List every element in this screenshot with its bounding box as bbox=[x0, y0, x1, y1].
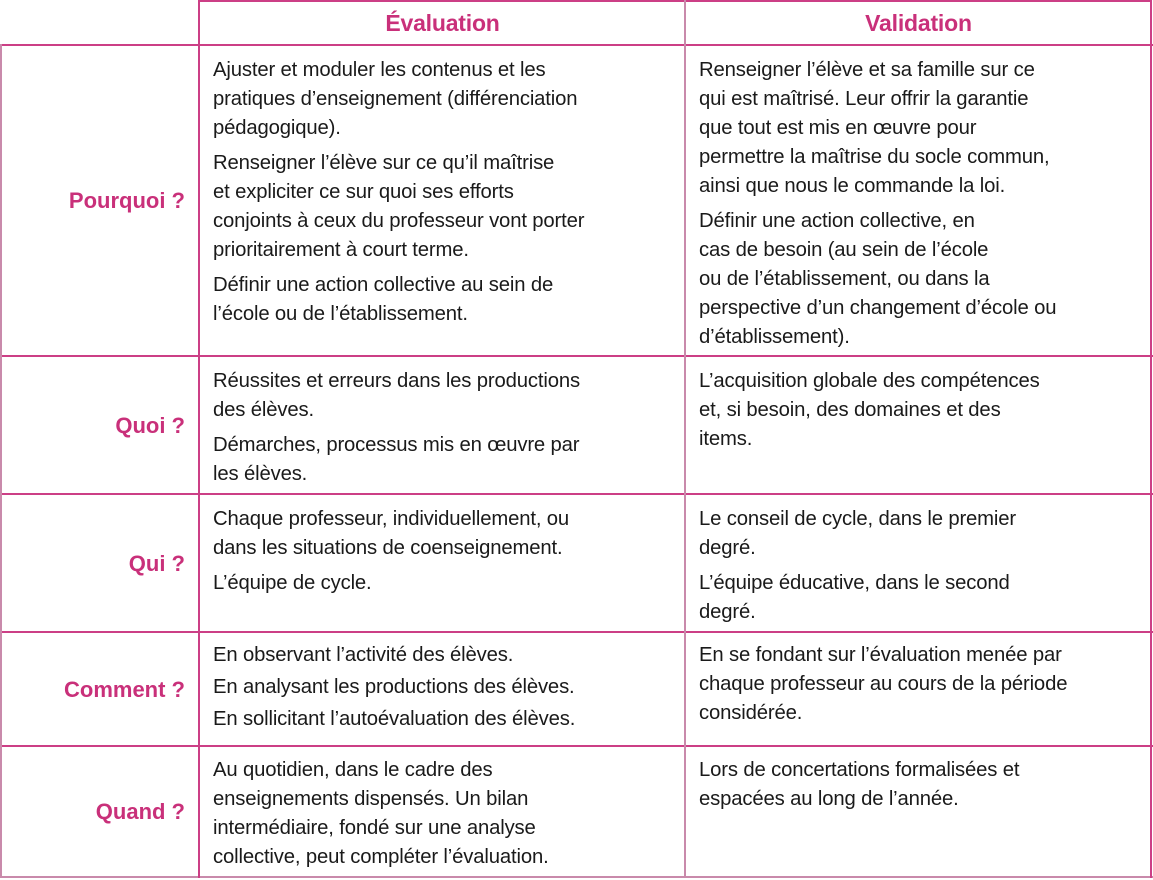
paragraph: En analysant les productions des élèves. bbox=[213, 676, 575, 698]
paragraph: En observant l’activité des élèves. bbox=[213, 644, 514, 666]
paragraph: Ajuster et moduler les contenus et les pratiques d’enseignement (différenciation pédagogique). bbox=[213, 59, 578, 139]
paragraph: L’équipe éducative, dans le second degré. bbox=[699, 572, 1010, 623]
rule-row-2 bbox=[0, 493, 1153, 495]
paragraph: Définir une action collective au sein de l’école ou de l’établissement. bbox=[213, 274, 554, 325]
cell-quoi-evaluation bbox=[200, 357, 685, 494]
paragraph: En sollicitant l’autoévaluation des élèves. bbox=[213, 708, 576, 730]
row-label-pourquoi: Pourquoi ? bbox=[68, 188, 185, 213]
paragraph: Renseigner l’élève sur ce qu’il maîtrise et expliciter ce sur quoi ses efforts conjoints à ceux du professeur vont porter prioritairement à court terme. bbox=[213, 152, 585, 261]
rule-row-3 bbox=[0, 631, 1153, 633]
rule-row-4 bbox=[0, 745, 1153, 747]
rule-header-bottom bbox=[0, 44, 1153, 46]
rule-top bbox=[199, 0, 1152, 2]
paragraph: L’équipe de cycle. bbox=[213, 572, 372, 594]
cell-quand-evaluation bbox=[200, 747, 685, 877]
paragraph: En se fondant sur l’évaluation menée par chaque professeur au cours de la période considérée. bbox=[699, 644, 1068, 724]
column-header-evaluation: Évaluation bbox=[385, 10, 500, 36]
row-label-qui: Qui ? bbox=[128, 550, 185, 576]
paragraph: Le conseil de cycle, dans le premier degré. bbox=[699, 508, 1017, 559]
paragraph: Chaque professeur, individuellement, ou dans les situations de coenseignement. bbox=[213, 508, 570, 559]
cell-comment-evaluation bbox=[200, 633, 685, 746]
row-label-quand: Quand ? bbox=[95, 799, 185, 824]
paragraph: Démarches, processus mis en œuvre par les élèves. bbox=[213, 434, 580, 485]
paragraph: Lors de concertations formalisées et espacées au long de l’année. bbox=[699, 759, 1020, 810]
rule-row-1 bbox=[0, 355, 1153, 357]
column-header-validation: Validation bbox=[865, 10, 972, 36]
cell-comment-validation bbox=[686, 633, 1151, 746]
paragraph: Renseigner l’élève et sa famille sur ce qui est maîtrisé. Leur offrir la garantie que tout est mis en œuvre pour permettre la maîtrise du socle commun, ainsi que nous le commande la loi. bbox=[699, 59, 1050, 197]
rule-label-divider bbox=[198, 0, 200, 878]
row-label-quoi: Quoi ? bbox=[115, 412, 185, 438]
rule-bottom bbox=[0, 876, 1153, 878]
cell-pourquoi-validation bbox=[686, 46, 1151, 356]
paragraph: Définir une action collective, en cas de besoin (au sein de l’école ou de l’établissement, ou dans la perspective d’un changement d’école ou d’établissement). bbox=[699, 210, 1057, 348]
paragraph: Au quotidien, dans le cadre des enseignements dispensés. Un bilan intermédiaire, fondé sur une analyse collective, peut compléter l’évaluation. bbox=[213, 759, 549, 868]
paragraph: L’acquisition globale des compétences et, si besoin, des domaines et des items. bbox=[699, 370, 1040, 450]
rule-left bbox=[0, 44, 2, 878]
cell-qui-validation bbox=[686, 495, 1151, 632]
rule-right bbox=[1150, 0, 1152, 878]
row-label-comment: Comment ? bbox=[64, 676, 185, 702]
cell-quoi-validation bbox=[686, 357, 1151, 494]
cell-pourquoi-evaluation bbox=[200, 46, 685, 356]
paragraph: Réussites et erreurs dans les productions des élèves. bbox=[213, 370, 580, 421]
cell-qui-evaluation bbox=[200, 495, 685, 632]
cell-quand-validation bbox=[686, 747, 1151, 877]
rule-column-divider bbox=[684, 0, 686, 878]
